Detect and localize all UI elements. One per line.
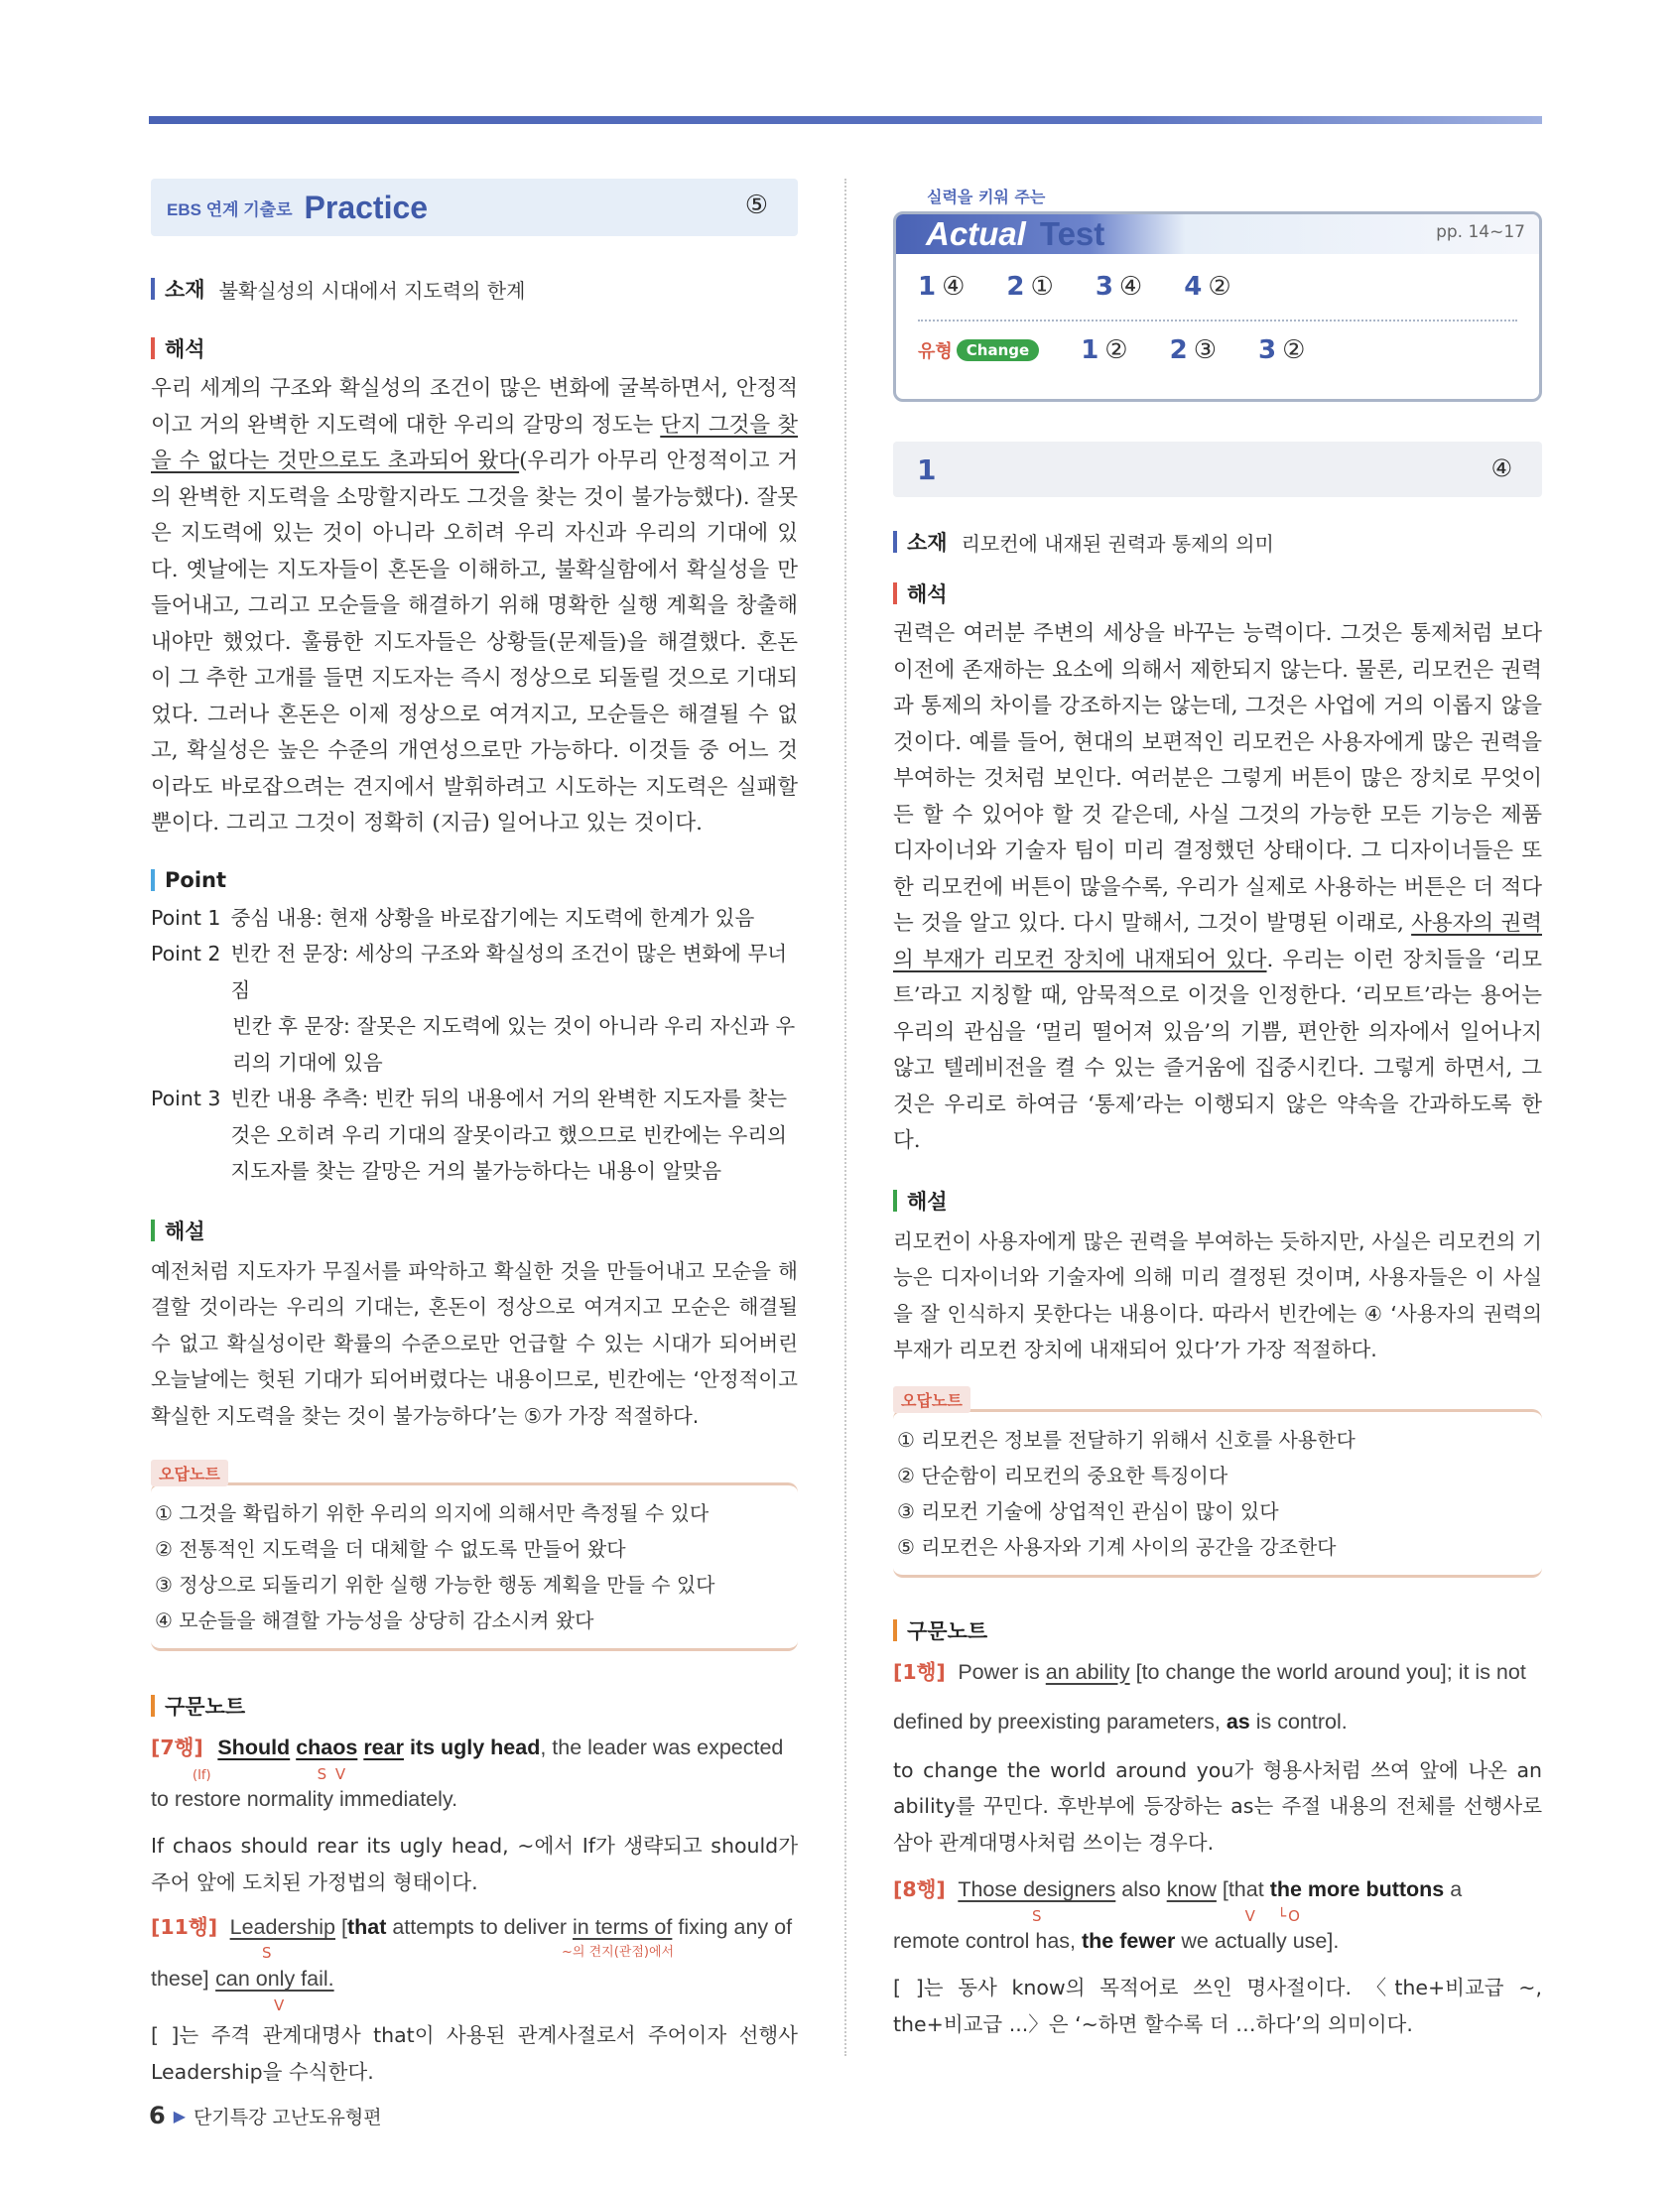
gumun-line-7: [7행] Should chaos rear its ugly head, the leader was expected	[151, 1736, 784, 1759]
gumun-line-11: [11행] Leadership [that attempts to deliver in terms of fixing any of	[151, 1915, 793, 1939]
gumun-7-explanation: If chaos should rear its ugly head, ~에서 If가 생략되고 should가 주어 앞에 도치된 가정법의 형태이다.	[151, 1834, 798, 1894]
gumun-label: 구문노트	[907, 1618, 988, 1643]
odap-item: ④ 모순들을 해결할 가능성을 상당히 감소시켜 왔다	[155, 1609, 594, 1632]
answer-row	[896, 254, 1539, 302]
haeseol-heading	[893, 1186, 1542, 1216]
right-column	[893, 185, 1542, 2042]
gumun-line-1: [1행] Power is an ability [to change the world around you]; it is not	[893, 1659, 1526, 1684]
top-accent-bar	[149, 116, 1542, 124]
point-2-continued: 빈칸 후 문장: 잘못은 지도력에 있는 것이 아니라 우리 자신과 우리의 기대에 있음	[232, 1014, 796, 1075]
odap-list	[893, 1409, 1542, 1578]
odap-list	[151, 1482, 798, 1651]
odap-tag: 오답노트	[893, 1386, 970, 1413]
answer-item: 3 ④	[1095, 272, 1143, 302]
point-heading	[151, 868, 798, 892]
gumun-line-7-cont: to restore normality immediately.	[151, 1787, 458, 1811]
question-number: 1	[917, 452, 937, 486]
type-label: 유형	[918, 341, 953, 362]
point-3: Point 3 빈칸 내용 추측: 빈칸 뒤의 내용에서 거의 완벽한 지도자를 찾는 것은 오히려 우리 기대의 잘못이라고 했으므로 빈칸에는 우리의 지도자를 찾는 갈망은 거의 불가능하다는 내용이 알맞음	[151, 1087, 788, 1183]
haeseok-heading	[893, 579, 1542, 608]
sojae-heading	[893, 527, 1542, 557]
gumun-line-1-cont: defined by preexisting parameters, as is control.	[893, 1709, 1348, 1734]
odap-item: ① 그것을 확립하기 위한 우리의 의지에 의해서만 측정될 수 있다	[155, 1501, 710, 1525]
actual-kicker: 실력을 키워 주는	[927, 188, 1046, 206]
sojae-text: 리모컨에 내재된 권력과 통제의 의미	[961, 531, 1274, 556]
practice-kicker: EBS 연계 기출로	[167, 199, 293, 219]
odap-item: ③ 리모컨 기술에 상업적인 관심이 많이 있다	[897, 1498, 1279, 1523]
caret-right-icon: ▶	[173, 2106, 187, 2125]
gumun-line-8: [8행] Those designers also know [that the more buttons a	[893, 1877, 1463, 1901]
haeseol-label: 해설	[907, 1189, 948, 1214]
actual-word: Actual	[926, 215, 1026, 252]
gumun-line-11-cont: these] can only fail.	[151, 1967, 334, 1991]
gumun-line-8-markers: S V └O	[1032, 1907, 1302, 1925]
haeseol-paragraph: 예전처럼 지도자가 무질서를 파악하고 확실한 것을 만들어내고 모순을 해결할 것이라는 우리의 기대는, 혼돈이 정상으로 여겨지고 모순은 해결될 수 없고 확실성이란 확률의 수준으로만 언급할 수 있는 시대가 되어버린 오늘날에는 헛된 기대가 되어버렸다는 내용이므로, 빈칸에는 ‘안정적이고 확실한 지도력을 찾는 것이 불가능하다’는 ⑤가 가장 적절하다.	[151, 1258, 798, 1428]
blank-answer-underline: 단지 그것을 찾을 수 없다는 것만으로도 초과되어 왔다	[151, 412, 798, 473]
answer-item: 2 ③	[1169, 335, 1217, 365]
haeseok-paragraph: 우리 세계의 구조와 확실성의 조건이 많은 변화에 굴복하면서, 안정적이고 거의 완벽한 지도력에 대한 우리의 갈망의 정도는 단지 그것을 찾을 수 없다는 것만으로도 초과되어 왔다(우리가 아무리 안정적이고 거의 완벽한 지도력을 소망할지라도 그것을 찾는 것이 불가능했다). 잘못은 지도력에 있는 것이 아니라 오히려 우리 자신과 우리의 기대에 있다. 옛날에는 지도자들이 혼돈을 이해하고, 불확실함에서 확실성을 만들어내고, 그리고 모순들을 해결하기 위해 명확한 실행 계획을 창출해내야만 했었다. 훌륭한 지도자들은 상황들(문제들)을 해결했다. 혼돈이 그 추한 고개를 들면 지도자는 즉시 정상으로 되돌릴 것으로 기대되었다. 그러나 혼돈은 이제 정상으로 여겨지고, 모순들은 해결될 수 없고, 확실성은 높은 수준의 개연성으로만 가능하다. 이것들 중 어느 것이라도 바로잡으려는 견지에서 발휘하려고 시도하는 지도력은 실패할 뿐이다. 그리고 그것이 정확히 (지금) 일어나고 있는 것이다.	[151, 376, 799, 836]
gumun-heading	[151, 1691, 798, 1721]
answer-item: 1 ④	[918, 272, 966, 302]
page-footer	[149, 2102, 382, 2129]
blank-answer-underline: 사용자의 권력의 부재가 리모컨 장치에 내재되어 있다	[893, 911, 1542, 972]
odap-item: ① 리모컨은 정보를 전달하기 위해서 신호를 사용한다	[897, 1427, 1356, 1452]
point-label: Point	[165, 867, 227, 892]
odap-note	[893, 1386, 1542, 1578]
actual-test-box	[893, 211, 1542, 402]
point-1: Point 1 중심 내용: 현재 상황을 바로잡기에는 지도력에 한계가 있음	[151, 905, 755, 930]
column-divider	[844, 179, 846, 2056]
sojae-label: 소재	[165, 278, 205, 302]
odap-item: ② 단순함이 리모컨의 중요한 특징이다	[897, 1463, 1228, 1487]
practice-answer: ⑤	[744, 191, 768, 220]
haeseol-label: 해설	[165, 1219, 205, 1243]
page-range: pp. 14~17	[1436, 222, 1525, 242]
sojae-text: 불확실성의 시대에서 지도력의 한계	[218, 278, 526, 303]
sojae-label: 소재	[907, 531, 948, 555]
gumun-11-explanation: [ ]는 주격 관계대명사 that이 사용된 관계사절로서 주어이자 선행사 Leadership을 수식한다.	[151, 2023, 798, 2084]
gumun-8-explanation: [ ]는 동사 know의 목적어로 쓰인 명사절이다. 〈the+비교급 ~, the+비교급 ...〉은 ‘~하면 할수록 더 …하다’의 의미이다.	[893, 1976, 1542, 2036]
odap-tag: 오답노트	[151, 1460, 228, 1486]
question-1-header	[893, 442, 1542, 497]
odap-item: ⑤ 리모컨은 사용자와 기계 사이의 공간을 강조한다	[897, 1534, 1337, 1559]
haeseok-label: 해석	[907, 582, 948, 606]
sojae-heading	[151, 274, 798, 304]
left-column	[151, 179, 798, 2090]
odap-item: ② 전통적인 지도력을 더 대체할 수 없도록 만들어 왔다	[155, 1537, 626, 1561]
point-2: Point 2 빈칸 전 문장: 세상의 구조와 확실성의 조건이 많은 변화에 무너짐	[151, 942, 788, 1002]
page-number: 6	[149, 2102, 166, 2129]
gumun-label: 구문노트	[165, 1695, 246, 1719]
haeseok-heading	[151, 333, 798, 363]
gumun-line-11-markers: S ~의 견지(관점)에서	[262, 1944, 675, 1962]
answer-item: 4 ②	[1184, 272, 1231, 302]
gumun-line-11-v-marker: V	[274, 1996, 287, 2014]
haeseok-label: 해석	[165, 337, 205, 361]
odap-note	[151, 1460, 798, 1651]
gumun-1-explanation: to change the world around you가 형용사처럼 쓰여 앞에 나온 an ability를 꾸민다. 후반부에 등장하는 as는 주절 내용의 전체를 선행사로 삼아 관계대명사처럼 쓰이는 경우다.	[893, 1757, 1542, 1855]
change-badge: Change	[957, 339, 1039, 361]
practice-header	[151, 179, 798, 236]
answer-item: 1 ②	[1081, 335, 1128, 365]
answer-item: 2 ①	[1006, 272, 1054, 302]
change-answer-row	[896, 322, 1539, 365]
haeseol-paragraph: 리모컨이 사용자에게 많은 권력을 부여하는 듯하지만, 사실은 리모컨의 기능은 디자이너와 기술자에 의해 미리 결정된 것이며, 사용자들은 이 사실을 잘 인식하지 못한다는 내용이다. 따라서 빈칸에는 ④ ‘사용자의 권력의 부재가 리모컨 장치에 내재되어 있다’가 가장 적절하다.	[893, 1228, 1542, 1361]
gumun-line-7-markers: (If) S V	[193, 1765, 348, 1783]
answer-item: 3 ②	[1258, 335, 1306, 365]
actual-test-header	[896, 214, 1539, 254]
haeseol-heading	[151, 1216, 798, 1245]
question-answer: ④	[1490, 454, 1512, 482]
gumun-heading	[893, 1615, 1542, 1645]
practice-title: Practice	[304, 189, 429, 225]
gumun-line-8-cont: remote control has, the fewer we actually use].	[893, 1929, 1340, 1953]
haeseok-paragraph: 권력은 여러분 주변의 세상을 바꾸는 능력이다. 그것은 통제처럼 보다 이전에 존재하는 요소에 의해서 제한되지 않는다. 물론, 리모컨은 권력과 통제의 차이를 강조하지는 않는데, 그것은 사업에 거의 이롭지 않을 것이다. 예를 들어, 현대의 보편적인 리모컨은 사용자에게 많은 권력을 부여하는 것처럼 보인다. 여러분은 그렇게 버튼이 많은 장치로 무엇이든 할 수 있어야 할 것 같은데, 사실 그것의 가능한 모든 기능은 제품 디자이너와 기술자 팀이 미리 결정했던 상태이다. 그 디자이너들은 또한 리모컨에 버튼이 많을수록, 우리가 실제로 사용하는 버튼은 더 적다는 것을 알고 있다. 다시 말해서, 그것이 발명된 이래로, 사용자의 권력의 부재가 리모컨 장치에 내재되어 있다. 우리는 이런 장치들을 ‘리모트’라고 지칭할 때, 암묵적으로 이것을 인정한다. ‘리모트’라는 용어는 우리의 관심을 ‘멀리 떨어져 있음’의 기쁨, 편안한 의자에서 일어나지 않고 텔레비전을 켤 수 있는 즐거움에 집중시킨다. 그렇게 하면서, 그것은 우리로 하여금 ‘통제’라는 이행되지 않은 약속을 간과하도록 한다.	[893, 621, 1543, 1153]
test-word: Test	[1039, 215, 1105, 252]
odap-item: ③ 정상으로 되돌리기 위한 실행 가능한 행동 계획을 만들 수 있다	[155, 1573, 715, 1597]
book-title: 단기특강 고난도유형편	[194, 2106, 382, 2128]
